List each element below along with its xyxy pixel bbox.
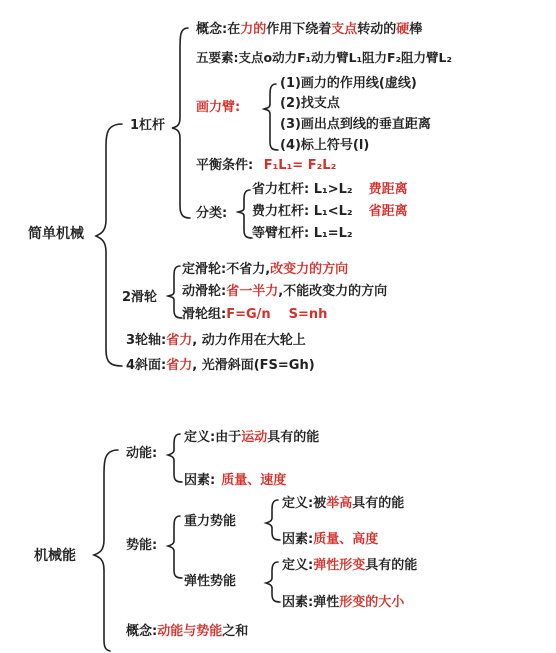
draw-arm-label: 画力臂: <box>196 100 241 115</box>
mechanical-energy-concept: 概念:动能与势能之和 <box>126 624 249 639</box>
balance-condition: 平衡条件: F₁L₁= F₂L₂ <box>196 158 337 173</box>
bracket-root-2 <box>94 450 118 651</box>
root-simple-machines: 简单机械 <box>28 226 84 242</box>
class-label: 分类: <box>196 206 228 221</box>
arm-step-2: (2)找支点 <box>280 96 340 111</box>
arm-step-1: (1)画力的作用线(虚线) <box>280 76 417 91</box>
elastic-factors: 因素:弹性形变的大小 <box>282 595 405 610</box>
incline: 4斜面:省力, 光滑斜面(FS=Gh) <box>126 358 315 373</box>
gravity-label: 重力势能 <box>184 514 237 529</box>
class-item-2: 费力杠杆: L₁<L₂ 省距离 <box>252 204 408 219</box>
pulley-block: 滑轮组:F=G/n S=nh <box>182 307 328 322</box>
bracket-pulley <box>168 266 182 318</box>
bracket-potential <box>168 516 182 578</box>
bracket-class <box>238 190 252 238</box>
bracket-steps <box>264 84 278 150</box>
pulley-fixed: 定滑轮:不省力,改变力的方向 <box>182 262 349 277</box>
root-mechanical-energy: 机械能 <box>34 548 76 564</box>
arm-step-4: (4)标上符号(l) <box>280 138 370 153</box>
pulley-moving: 动滑轮:省一半力,不能改变力的方向 <box>182 284 388 299</box>
kinetic-definition: 定义:由于运动具有的能 <box>184 430 320 445</box>
elastic-label: 弹性势能 <box>184 574 237 589</box>
bracket-kinetic <box>168 434 182 482</box>
potential-label: 势能: <box>126 538 158 553</box>
lever-five-elements: 五要素:支点o动力F₁动力臂L₁阻力F₂阻力臂L₂ <box>196 50 452 65</box>
lever-label: 1杠杆 <box>130 118 166 133</box>
arm-step-3: (3)画出点到线的垂直距离 <box>280 117 431 132</box>
bracket-root-1 <box>96 124 122 366</box>
balance-formula: F₁L₁= F₂L₂ <box>263 158 337 173</box>
kinetic-label: 动能: <box>126 446 158 461</box>
class-item-1: 省力杠杆: L₁>L₂ 费距离 <box>252 182 408 197</box>
bracket-elastic <box>266 562 280 602</box>
elastic-definition: 定义:弹性形变具有的能 <box>282 558 418 573</box>
kinetic-factors: 因素: 质量、速度 <box>184 473 287 488</box>
gravity-factors: 因素:质量、高度 <box>282 532 379 547</box>
bracket-gravity <box>266 500 280 540</box>
class-item-3: 等臂杠杆: L₁=L₂ <box>252 226 353 241</box>
lever-concept: 概念:在力的作用下绕着支点转动的硬棒 <box>196 22 423 37</box>
wheel-axle: 3轮轴:省力, 动力作用在大轮上 <box>126 333 306 348</box>
pulley-label: 2滑轮 <box>122 290 158 305</box>
bracket-lever <box>172 28 190 218</box>
gravity-definition: 定义:被举高具有的能 <box>282 496 405 511</box>
